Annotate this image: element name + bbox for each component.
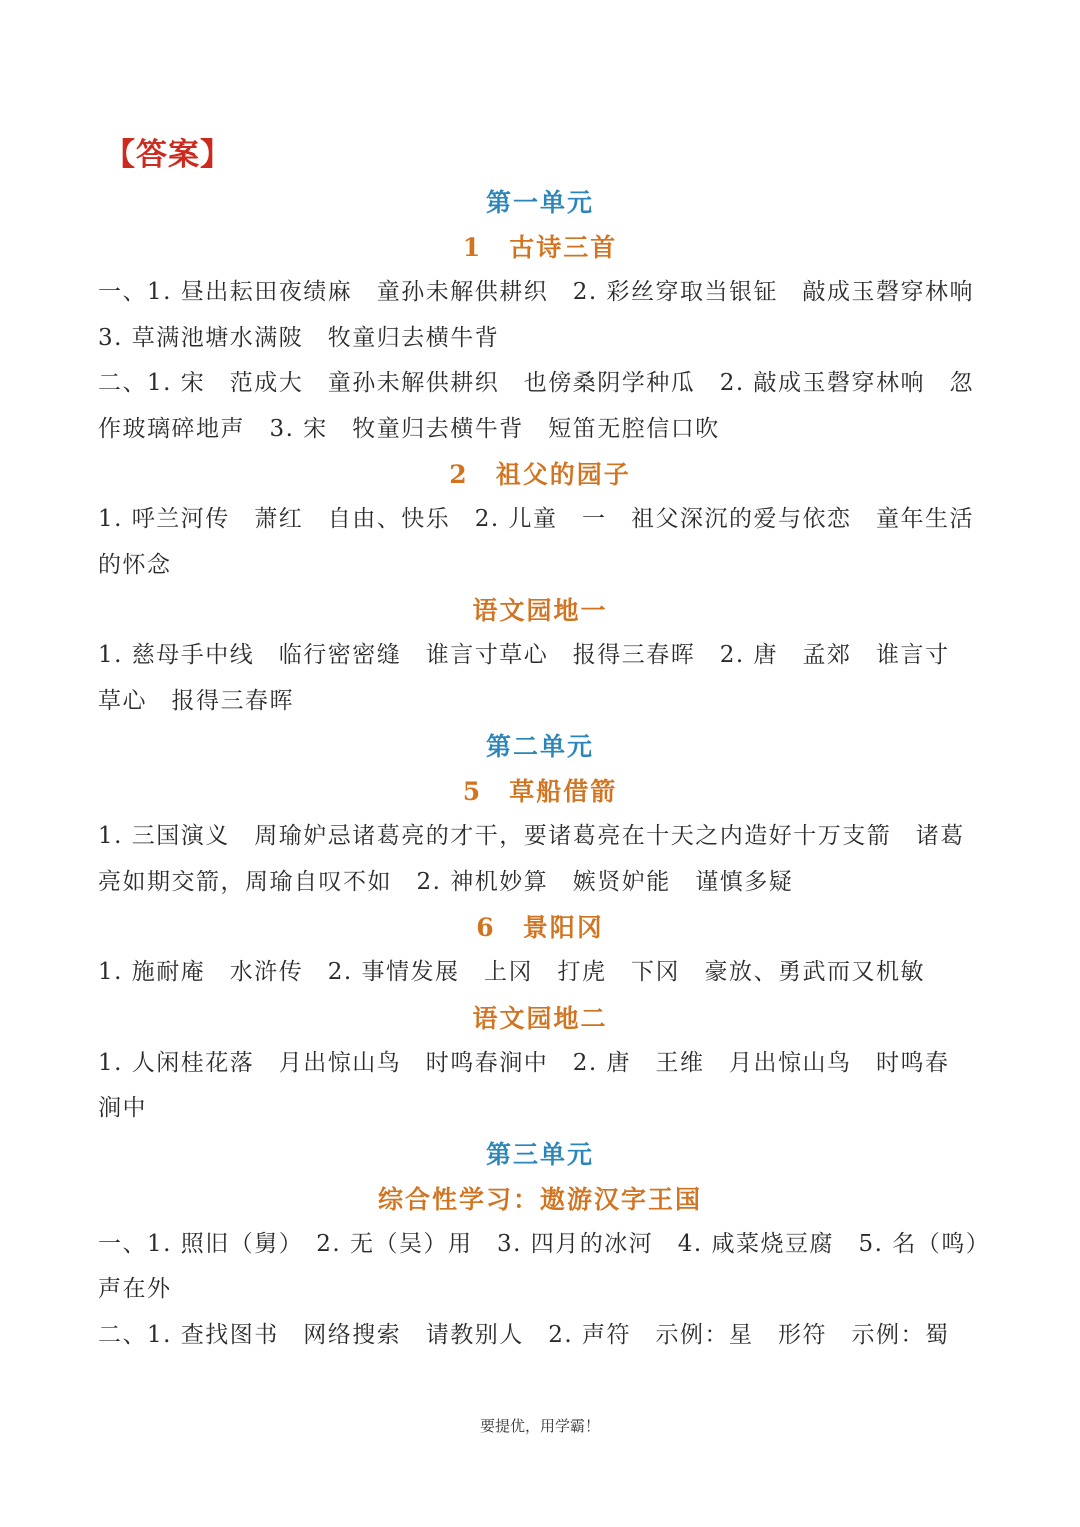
answer-line: 声在外: [98, 1276, 172, 1302]
lesson-heading: 语文园地二: [472, 1003, 608, 1033]
lesson-heading: 5 草船借箭: [462, 777, 618, 806]
answer-line: 草心 报得三春晖: [98, 687, 294, 714]
answer-line: 二、1. 宋 范成大 童孙未解供耕织 也傍桑阴学种瓜 2. 敲成玉磬穿林响 忽: [98, 370, 975, 396]
answer-line: 二、1. 查找图书 网络搜索 请教别人 2. 声符 示例：星 形符 示例：蜀: [98, 1321, 950, 1348]
answer-line: 涧中: [98, 1095, 147, 1121]
answer-line: 1. 慈母手中线 临行密密缝 谁言寸草心 报得三春晖 2. 唐 孟郊 谁言寸: [98, 642, 950, 668]
answer-line: 一、1. 照旧（舅） 2. 无（吴）用 3. 四月的冰河 4. 咸菜烧豆腐 5. 名（鸣）: [98, 1230, 991, 1257]
answer-content: [98, 180, 991, 1358]
answer-line: 1. 三国演义 周瑜妒忌诸葛亮的才干，要诸葛亮在十天之内造好十万支箭 诸葛: [98, 823, 965, 849]
unit-heading: 第二单元: [485, 732, 594, 761]
answer-line: 1. 施耐庵 水浒传 2. 事情发展 上冈 打虎 下冈 豪放、勇武而又机敏: [98, 959, 926, 985]
answer-line: 3. 草满池塘水满陂 牧童归去横牛背: [98, 324, 500, 351]
unit-heading: 第一单元: [485, 188, 594, 217]
answer-line: 1. 人闲桂花落 月出惊山鸟 时鸣春涧中 2. 唐 王维 月出惊山鸟 时鸣春: [98, 1049, 950, 1076]
answer-line: 的怀念: [98, 551, 172, 578]
lesson-heading: 综合性学习：遨游汉字王国: [377, 1184, 702, 1214]
answer-line: 一、1. 昼出耘田夜绩麻 童孙未解供耕织 2. 彩丝穿取当银钲 敲成玉磬穿林响: [98, 279, 975, 305]
unit-heading: 第三单元: [485, 1139, 594, 1169]
answer-line: 作玻璃碎地声 3. 宋 牧童归去横牛背 短笛无腔信口吹: [98, 415, 720, 442]
lesson-heading: 1 古诗三首: [462, 233, 618, 262]
answer-title: 【答案】: [104, 137, 232, 173]
answer-line: 亮如期交箭，周瑜自叹不如 2. 神机妙算 嫉贤妒能 谨慎多疑: [98, 868, 794, 895]
answer-line: 1. 呼兰河传 萧红 自由、快乐 2. 儿童 一 祖父深沉的爱与依恋 童年生活: [98, 506, 975, 532]
lesson-heading: 语文园地一: [472, 596, 608, 625]
lesson-heading: 6 景阳冈: [476, 913, 604, 942]
lesson-heading: 2 祖父的园子: [449, 460, 631, 489]
page-footer: 要提优，用学霸！: [479, 1417, 600, 1435]
